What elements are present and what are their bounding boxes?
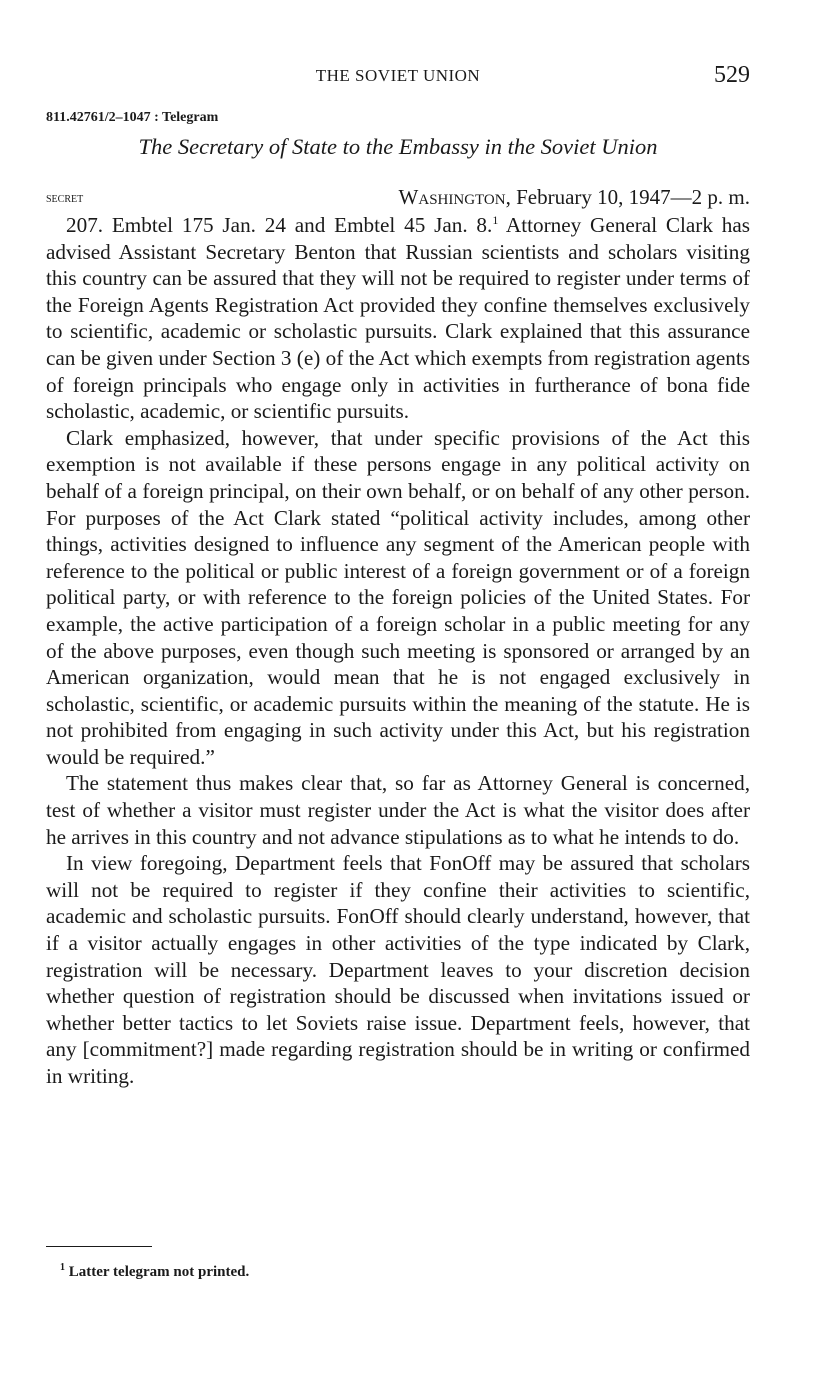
paragraph-2: Clark emphasized, however, that under specific provisions of the Act this exemption is not available if these persons engage in any political activity on behalf of a foreign principal, on their own behalf, or on behalf of any other person. For purposes of the Act Clark stated “political activity includes, among other things, activities designed to influence any segment of the American people with reference to the political or public interest of a foreign government or of a foreign political party, or with reference to the foreign policies of the United States. For example, the active participation of a foreign scholar in a public meeting for any of the above purposes, even though such meeting is sponsored or arranged by an American organization, would mean that he is not engaged exclusively in scholastic, scientific, or academic pursuits within the meaning of the statute. He is not prohibited from engaging in such activity under this Act, but his registration would be required.” [46, 425, 750, 769]
footnote [60, 1262, 249, 1281]
paragraph-1-rest: Attorney General Clark has advised Assistant Secretary Benton that Russian scientists and scholars visiting this country can be assured that they will not be required to register under terms of the Foreign Agents Registration Act provided they confine themselves exclusively to scientific, academic or scholastic pursuits. Clark explained that this assurance can be given under Section 3 (e) of the Act which exempts from registration agents of foreign principals who engage only in activities in furtherance of bona fide scholastic, academic, or scientific pursuits. [46, 213, 750, 424]
paragraph-1-start: 207. Embtel 175 Jan. 24 and Embtel 45 Jan. 8. [66, 213, 493, 237]
file-reference: 811.42761/2–1047 : Telegram [46, 110, 219, 125]
page-number: 529 [714, 62, 750, 88]
telegram-body [46, 212, 750, 1090]
dateline [46, 185, 750, 213]
place: Washington [398, 185, 506, 209]
footnote-divider [46, 1246, 152, 1247]
footnote-reference: 1 [492, 212, 499, 227]
paragraph-4: In view foregoing, Department feels that FonOff may be assured that scholars will not be required to register if they confine their activities to scientific, academic and scholastic pursuits. FonOff should clearly understand, however, that if a visitor actually engages in other activities of the type indicated by Clark, registration will be necessary. Department leaves to your discretion decision whether question of registration should be discussed when invitations issued or whether better tactics to let Soviets raise issue. Department feels, however, that any [commitment?] made regarding registration should be in writing or confirmed in writing. [46, 851, 750, 1088]
place-and-date [399, 185, 750, 210]
document-title: The Secretary of State to the Embassy in the Soviet Union [138, 134, 658, 159]
running-title: THE SOVIET UNION [315, 66, 481, 85]
footnote-text: Latter telegram not printed. [65, 1264, 250, 1280]
date: , February 10, 1947—2 p. m. [505, 185, 750, 209]
paragraph-1 [46, 212, 750, 425]
footnote-marker: 1 [60, 1262, 65, 1273]
classification-label: secret [46, 191, 84, 206]
paragraph-3: The statement thus makes clear that, so far as Attorney General is concerned, test of whether a visitor must register under the Act is what the visitor does after he arrives in this country and not advance stipulations as to what he intends to do. [46, 771, 750, 849]
running-head [46, 62, 750, 92]
